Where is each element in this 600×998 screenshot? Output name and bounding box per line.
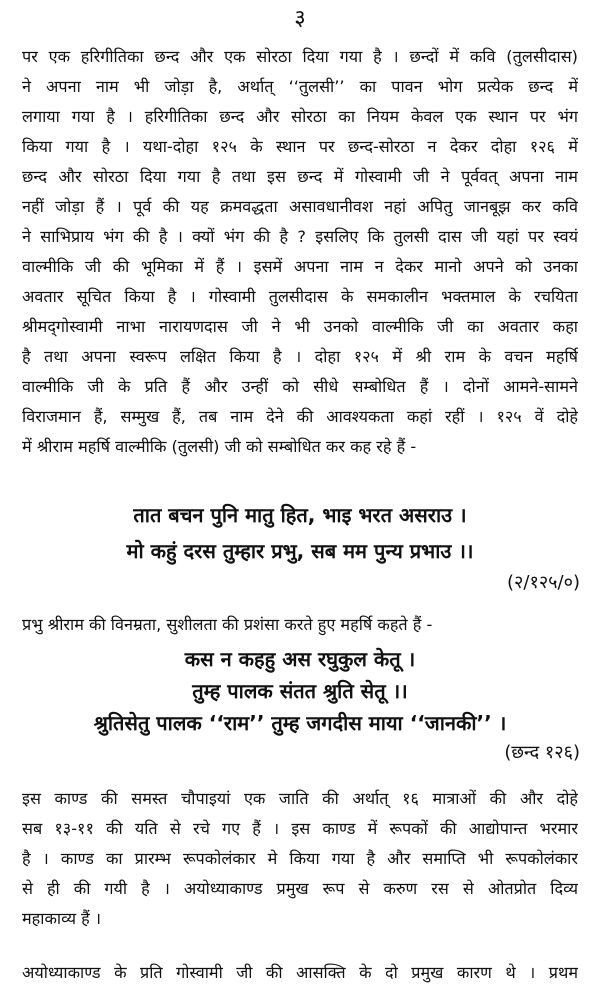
text-line: किया गया है । यथा-दोहा १२५ के स्थान पर छन्द-सोरठा न देकर दोहा १२६ में: [22, 137, 578, 156]
text-line: विराजमान हैं, सम्मुख हैं, तब नाम देने की आवश्यकता कहां रहीं । १२५ वें दोहे: [22, 407, 578, 426]
text-line: है । काण्ड का प्रारम्भ रूपकोलंकार मे किया गया है और समाप्ति भी रूपकोलंकार: [22, 849, 578, 868]
text-line: प्रभु श्रीराम की विनम्रता, सुशीलता की प्रशंसा करते हुए महर्षि कहते हैं -: [22, 615, 433, 634]
text-line: इस काण्ड की समस्त चौपाइयां एक जाति की अर्थात् १६ मात्राओं की और दोहे: [22, 789, 578, 808]
text-line: है तथा अपना स्वरूप लक्षित किया है । दोहा १२५ में श्री राम के वचन महर्षि: [22, 347, 578, 366]
paragraph-reasons: [22, 958, 578, 988]
text-line: पर एक हरिगीतिका छन्द और एक सोरठा दिया गया है । छन्दों में कवि (तुलसीदास): [22, 47, 578, 66]
text-line: अयोध्याकाण्ड के प्रति गोस्वामी जी की आसक्ति के दो प्रमुख कारण थे । प्रथम: [22, 963, 578, 982]
verse-line: तुम्ह पालक संतत श्रुति सेतू ।।: [192, 679, 408, 703]
text-line: ने अपना नाम भी जोड़ा है, अर्थात् ‘‘तुलसी’’ का पावन भोग प्रत्येक छन्द में: [22, 77, 578, 96]
page-number: ३: [294, 6, 306, 31]
text-line: ने साभिप्राय भंग की है । क्यों भंग की है ? इसलिए कि तुलसी दास जी यहां पर स्वयं: [22, 227, 578, 246]
text-line: में श्रीराम महर्षि वाल्मीकि (तुलसी) जी को सम्बोधित कर कह रहे हैं -: [22, 437, 417, 456]
verse-line: कस न कहहु अस रघुकुल केतू ।: [184, 647, 416, 671]
paragraph-kand-summary: [22, 784, 578, 934]
text-line: नहीं जोड़ा हैं । पूर्व की यह क्रमवद्धता असावधानीवश नहां अपितु जानबूझ कर कवि: [22, 197, 578, 216]
paragraph-intro: [22, 610, 578, 640]
text-line: महाकाव्य हैं ।: [22, 909, 102, 928]
verse-line: मो कहुं दरस तुम्हार प्रभु, सब मम पुन्य प्रभाउ ।।: [126, 539, 474, 563]
paragraph-dohe-explanation: [22, 42, 578, 462]
text-line: श्रीमद्‌गोस्वामी नाभा नारायणदास जी ने भी उनको वाल्मीकि जी का अवतार कहा: [22, 317, 578, 336]
verse-reference: (छन्द १२६): [504, 742, 580, 763]
verse-reference: (२/१२५/०): [507, 572, 580, 593]
verse-line: श्रुतिसेतु पालक ‘‘राम’’ तुम्ह जगदीस माया ‘‘जानकी’’ ।: [93, 711, 507, 735]
text-line: छन्द और सोरठा दिया गया है तथा इस छन्द में गोस्वामी जी ने पूर्ववत् अपना नाम: [22, 167, 578, 186]
text-line: से ही की गयी है । अयोध्याकाण्ड प्रमुख रूप से करुण रस से ओतप्रोत दिव्य: [22, 879, 578, 898]
verse-line: तात बचन पुनि मातु हित, भाइ भरत असराउ ।: [133, 503, 467, 527]
text-line: सब १३-११ की यति से रचे गए हैं । इस काण्ड में रूपकों की आद्योपान्त भरमार: [22, 819, 578, 838]
text-line: वाल्मीकि जी के प्रति हैं और उन्हीं को सीधे सम्बोधित हैं । दोनों आमने-सामने: [22, 377, 578, 396]
text-line: अवतार सूचित किया है । गोस्वामी तुलसीदास के समकालीन भक्तमाल के रचयिता: [22, 287, 578, 306]
text-line: वाल्मीकि जी की भूमिका में हैं । इसमें अपना नाम न देकर मानो अपने को उनका: [22, 257, 578, 276]
text-line: लगाया गया है । हरिगीतिका छन्द और सोरठा का नियम केवल एक स्थान पर भंग: [22, 107, 578, 126]
